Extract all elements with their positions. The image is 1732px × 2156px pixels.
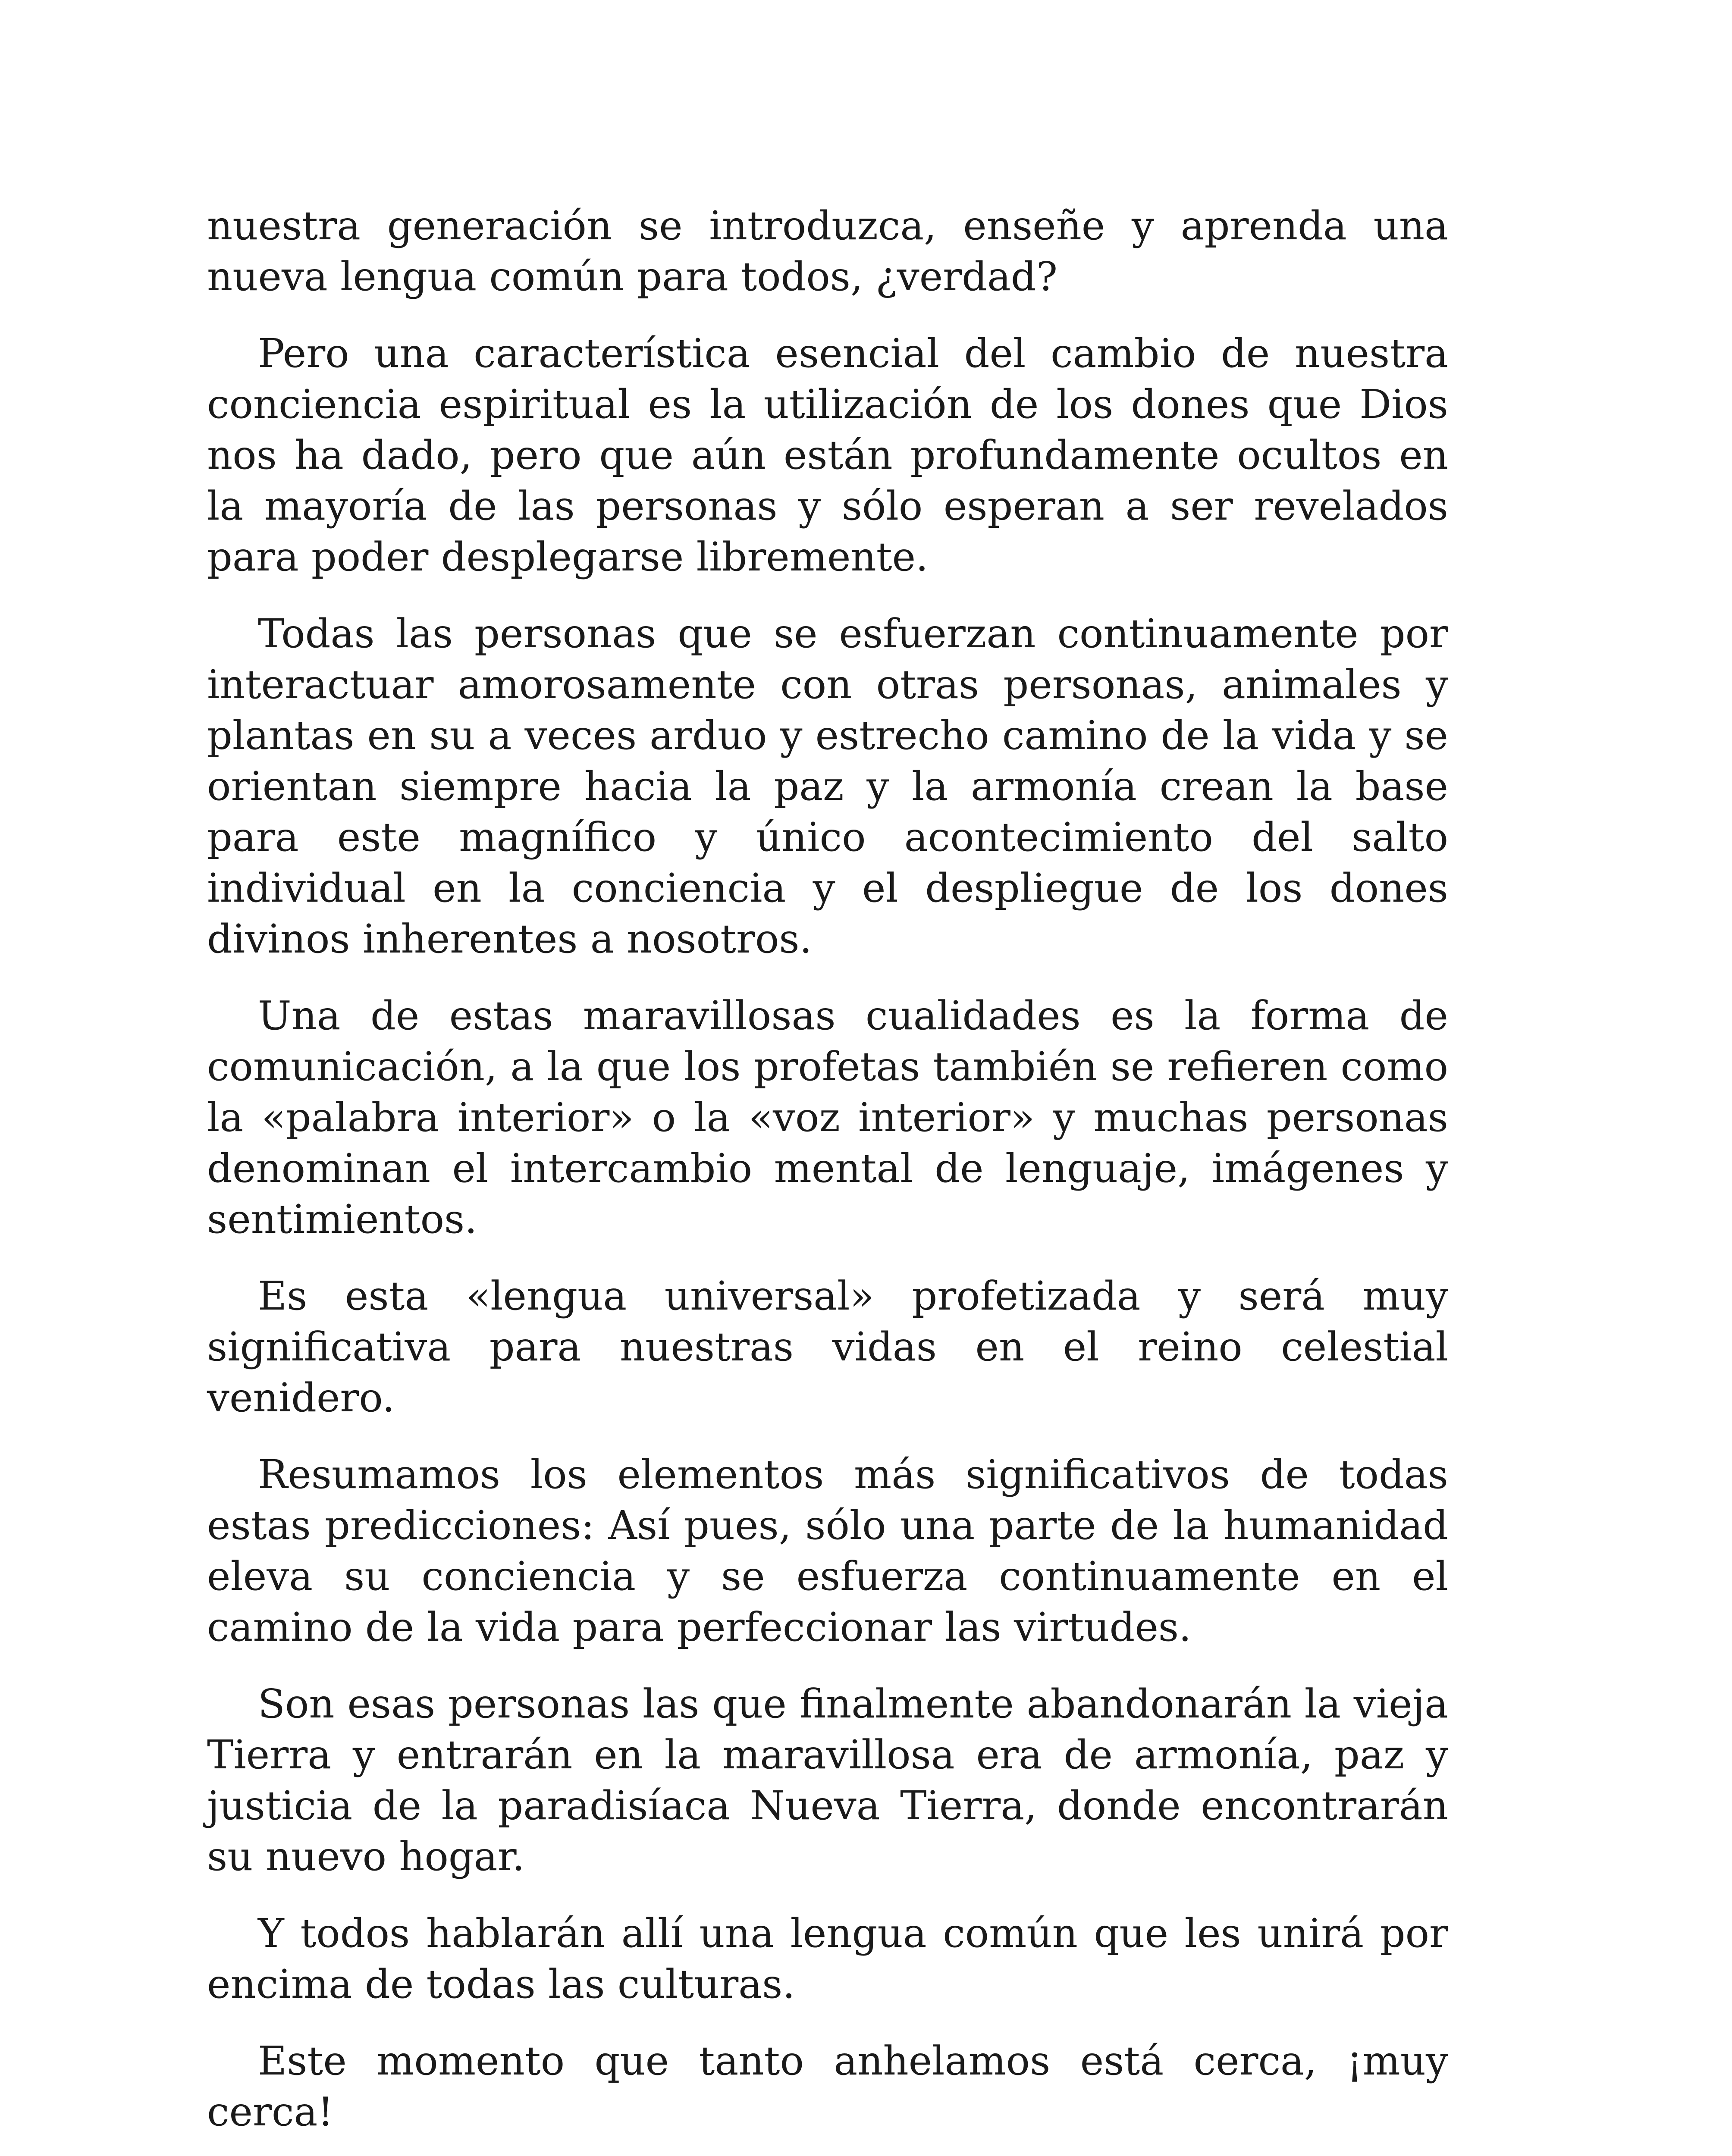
- paragraph-continuation: nuestra generación se introduzca, enseñe y aprenda una nueva lengua común para todos, ¿verdad?: [207, 203, 1448, 300]
- paragraph-moment-near: Este momento que tanto anhelamos está cerca, ¡muy cerca!: [207, 2038, 1448, 2135]
- paragraph-universal-language: Es esta «lengua universal» profetizada y será muy significativa para nuestras vidas en el reino celestial venidero.: [207, 1273, 1448, 1421]
- page-body: [207, 201, 1448, 2156]
- paragraph-spiritual-gifts: Pero una característica esencial del cambio de nuestra conciencia espiritual es la utilización de los dones que Dios nos ha dado, pero que aún están profundamente ocultos en la mayoría de las personas y sólo esperan a ser revelados para poder desplegarse libremente.: [207, 330, 1448, 580]
- paragraph-people-striving: Todas las personas que se esfuerzan continuamente por interactuar amorosamente con otras personas, animales y plantas en su a veces arduo y estrecho camino de la vida y se orientan siempre hacia la paz y la armonía crean la base para este magnífico y único acontecimiento del salto individual en la conciencia y el despliegue de los dones divinos inherentes a nosotros.: [207, 611, 1448, 962]
- paragraph-inner-word: Una de estas maravillosas cualidades es la forma de comunicación, a la que los profetas también se refieren como la «palabra interior» o la «voz interior» y muchas personas denominan el intercambio mental de lenguaje, imágenes y sentimientos.: [207, 993, 1448, 1242]
- paragraph-new-earth: Son esas personas las que finalmente abandonarán la vieja Tierra y entrarán en la maravillosa era de armonía, paz y justicia de la paradisíaca Nueva Tierra, donde encontrarán su nuevo hogar.: [207, 1681, 1448, 1880]
- paragraph-summary: Resumamos los elementos más significativos de todas estas predicciones: Así pues, sólo una parte de la humanidad eleva su conciencia y se esfuerza continuamente en el camino de la vida para perfeccionar las virtudes.: [207, 1451, 1448, 1650]
- paragraph-common-language: Y todos hablarán allí una lengua común que les unirá por encima de todas las culturas.: [207, 1910, 1448, 2007]
